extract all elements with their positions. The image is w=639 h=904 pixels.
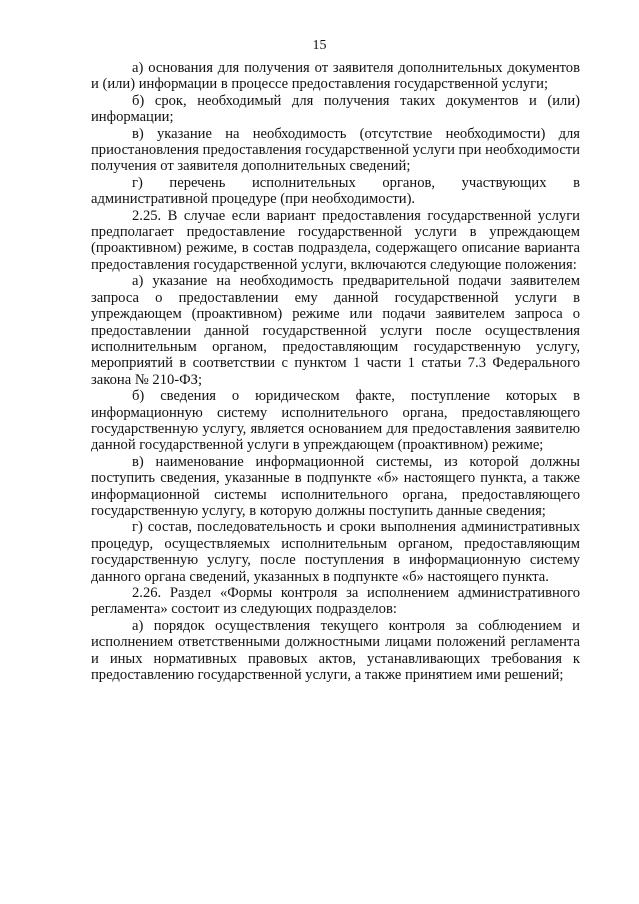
paragraph-2-24-v: в) указание на необходимость (отсутствие необходимости) для приостановления предоставления государственной услуги при необходимости получения от заявителя дополнительных сведений; [91,125,580,175]
document-body [91,60,580,683]
paragraph-2-26-a: а) порядок осуществления текущего контроля за соблюдением и исполнением ответственными должностными лицами положений регламента и иных нормативных правовых актов, устанавливающих требования к предоставлению государственной услуги, а также принятием ими решений; [91,617,580,684]
paragraph-2-25-v: в) наименование информационной системы, из которой должны поступить сведения, указанные в подпункте «б» настоящего пункта, а также информационной системы исполнительного органа, предоставляющего государственную услугу, в которую должны поступить данные сведения; [91,453,580,519]
paragraph-2-25-a: а) указание на необходимость предварительной подачи заявителем запроса о предоставлении ему данной государственной услуги в упреждающем (проактивном) режиме или подачи заявителем запроса о предоставлении данной государственной услуги после осуществления исполнительным органом, предоставляющим государственную услугу, мероприятий в соответствии с пунктом 1 части 1 статьи 7.3 Федерального закона № 210-ФЗ; [91,273,580,388]
paragraph-2-24-b: б) срок, необходимый для получения таких документов и (или) информации; [91,92,580,126]
paragraph-2-25: 2.25. В случае если вариант предоставления государственной услуги предполагает предоставление государственной услуги в упреждающем (проактивном) режиме, в состав подраздела, содержащего описание варианта предоставления государственной услуги, включаются следующие положения: [91,207,580,273]
paragraph-2-24-a: а) основания для получения от заявителя дополнительных документов и (или) информации в процессе предоставления государственной услуги; [91,60,580,93]
paragraph-2-25-g: г) состав, последовательность и сроки выполнения административных процедур, осуществляемых исполнительным органом, предоставляющим государственную услугу, после поступления в информационную систему данного органа сведений, указанных в подпункте «б» настоящего пункта. [91,519,580,585]
paragraph-2-24-g: г) перечень исполнительных органов, участвующих в административной процедуре (при необходимости). [91,174,580,208]
page-number: 15 [312,38,327,53]
paragraph-2-26: 2.26. Раздел «Формы контроля за исполнением административного регламента» состоит из следующих подразделов: [91,585,580,618]
paragraph-2-25-b: б) сведения о юридическом факте, поступление которых в информационную систему исполнительного органа, предоставляющего государственную услугу, является основанием для предоставления заявителю данной государственной услуги в упреждающем (проактивном) режиме; [91,388,580,454]
